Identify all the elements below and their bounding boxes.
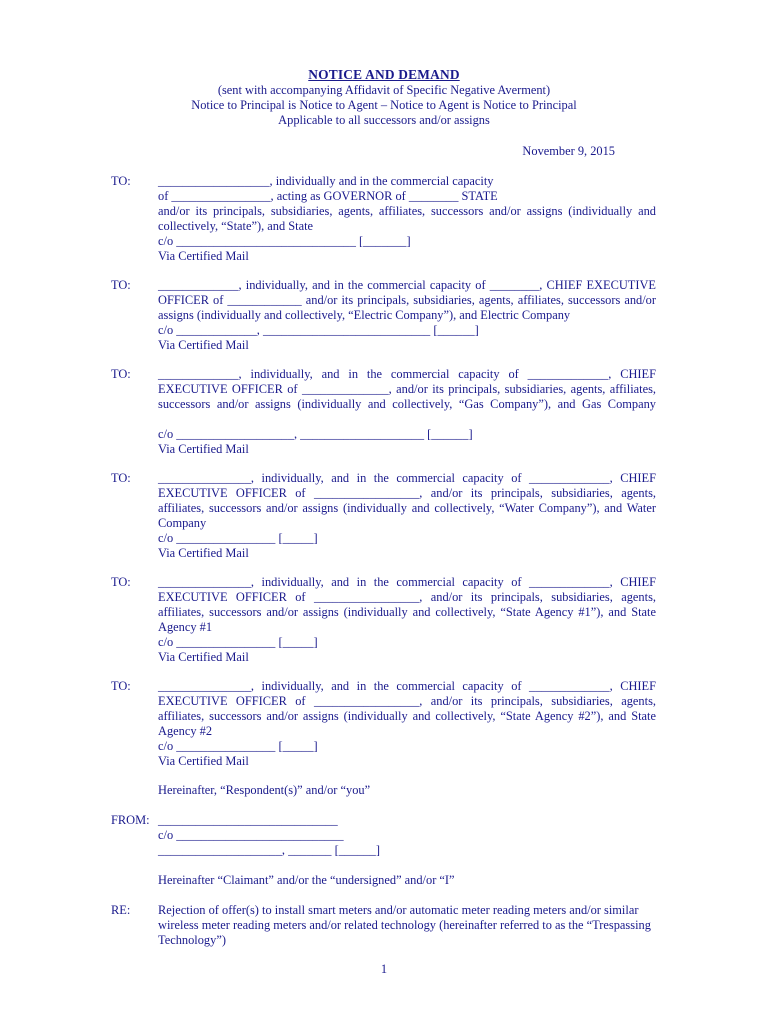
recipient-co-line: c/o _____________, ___________________________ [______] <box>158 323 479 337</box>
recipient-content <box>158 471 656 561</box>
recipient-line: _____________, individually, and in the commercial capacity of _____________, CHIEF EXECUTIVE OFFICER of ______________, and/or its principals, subsidiaries, agents, affiliates, successors and/or assigns (individually and collectively, “Gas Company”), and Gas Company <box>158 367 656 411</box>
document-title: NOTICE AND DEMAND <box>308 67 460 82</box>
recipient-label: TO: <box>111 471 131 485</box>
recipient-delivery-method: Via Certified Mail <box>158 546 249 560</box>
recipient-line: of ________________, acting as GOVERNOR of ________ STATE <box>158 189 498 203</box>
header-subtitle-affidavit: (sent with accompanying Affidavit of Specific Negative Averment) <box>217 83 551 97</box>
re-label: RE: <box>111 903 131 917</box>
recipient-block-gas-company <box>111 367 656 457</box>
recipient-line: _______________, individually, and in the commercial capacity of _____________, CHIEF EXECUTIVE OFFICER of _________________, and/or its principals, subsidiaries, agents, affiliates, successors and/or assigns (individually and collectively, “State Agency #1”), and State Agency #1 <box>158 575 656 634</box>
recipient-label: TO: <box>111 367 131 381</box>
recipient-label: TO: <box>111 174 131 188</box>
document-header <box>0 66 768 128</box>
recipient-co-line: c/o _____________________________ [_______] <box>158 234 411 248</box>
from-block <box>111 813 656 858</box>
recipient-delivery-method: Via Certified Mail <box>158 442 249 456</box>
recipient-line: and/or its principals, subsidiaries, agents, affiliates, successors and/or assigns (individually and collectively, “State”), and State <box>158 204 656 233</box>
recipient-block-state-agency-1 <box>111 575 656 665</box>
recipient-content <box>158 278 656 353</box>
re-content <box>158 903 656 948</box>
recipient-content <box>158 575 656 665</box>
recipient-co-line: c/o ___________________, ____________________ [______] <box>158 427 473 441</box>
recipient-line: _____________, individually, and in the commercial capacity of ________, CHIEF EXECUTIVE OFFICER of ____________ and/or its principals, subsidiaries, agents, affiliates, successors and/or assigns (individually and collectively, “Electric Company”), and Electric Company <box>158 278 656 322</box>
recipient-co-line: c/o ________________ [_____] <box>158 635 318 649</box>
recipient-delivery-method: Via Certified Mail <box>158 754 249 768</box>
recipient-delivery-method: Via Certified Mail <box>158 338 249 352</box>
recipient-label: TO: <box>111 679 131 693</box>
recipient-block-state-agency-2 <box>111 679 656 769</box>
from-line: _____________________________ <box>158 813 338 827</box>
recipient-line: _______________, individually, and in the commercial capacity of _____________, CHIEF EXECUTIVE OFFICER of _________________, and/or its principals, subsidiaries, agents, affiliates, successors and/or assigns (individually and collectively, “Water Company”), and Water Company <box>158 471 656 530</box>
recipient-delivery-method: Via Certified Mail <box>158 249 249 263</box>
re-text: Rejection of offer(s) to install smart meters and/or automatic meter reading meters and/or similar wireless meter reading meters and/or related technology (hereinafter referred to as the “Trespassing Technology”) <box>158 903 651 947</box>
from-line: c/o ___________________________ <box>158 828 344 842</box>
recipient-content <box>158 679 656 769</box>
from-content <box>158 813 656 858</box>
recipient-block-electric-company <box>111 278 656 353</box>
recipient-block-water-company <box>111 471 656 561</box>
from-line: ____________________, _______ [______] <box>158 843 380 857</box>
recipient-content <box>158 174 656 264</box>
recipient-co-line: c/o ________________ [_____] <box>158 739 318 753</box>
recipient-co-line: c/o ________________ [_____] <box>158 531 318 545</box>
recipient-label: TO: <box>111 278 131 292</box>
recipient-delivery-method: Via Certified Mail <box>158 650 249 664</box>
recipient-line: _______________, individually, and in the commercial capacity of _____________, CHIEF EXECUTIVE OFFICER of _________________, and/or its principals, subsidiaries, agents, affiliates, successors and/or assigns (individually and collectively, “State Agency #2”), and State Agency #2 <box>158 679 656 738</box>
page-number: 1 <box>380 962 388 976</box>
claimant-note: Hereinafter “Claimant” and/or the “undersigned” and/or “I” <box>158 873 455 887</box>
claimant-note-block <box>111 873 656 888</box>
recipient-block-state <box>111 174 656 264</box>
header-subtitle-notice: Notice to Principal is Notice to Agent – Notice to Agent is Notice to Principal <box>191 98 577 112</box>
re-block <box>111 903 656 948</box>
recipient-line: __________________, individually and in the commercial capacity <box>158 174 494 188</box>
from-label: FROM: <box>111 813 150 827</box>
respondent-note-block <box>111 783 656 798</box>
header-subtitle-successors: Applicable to all successors and/or assigns <box>278 113 490 127</box>
recipient-content <box>158 367 656 457</box>
document-date: November 9, 2015 <box>522 144 615 158</box>
respondent-note: Hereinafter, “Respondent(s)” and/or “you” <box>158 783 371 797</box>
recipient-label: TO: <box>111 575 131 589</box>
